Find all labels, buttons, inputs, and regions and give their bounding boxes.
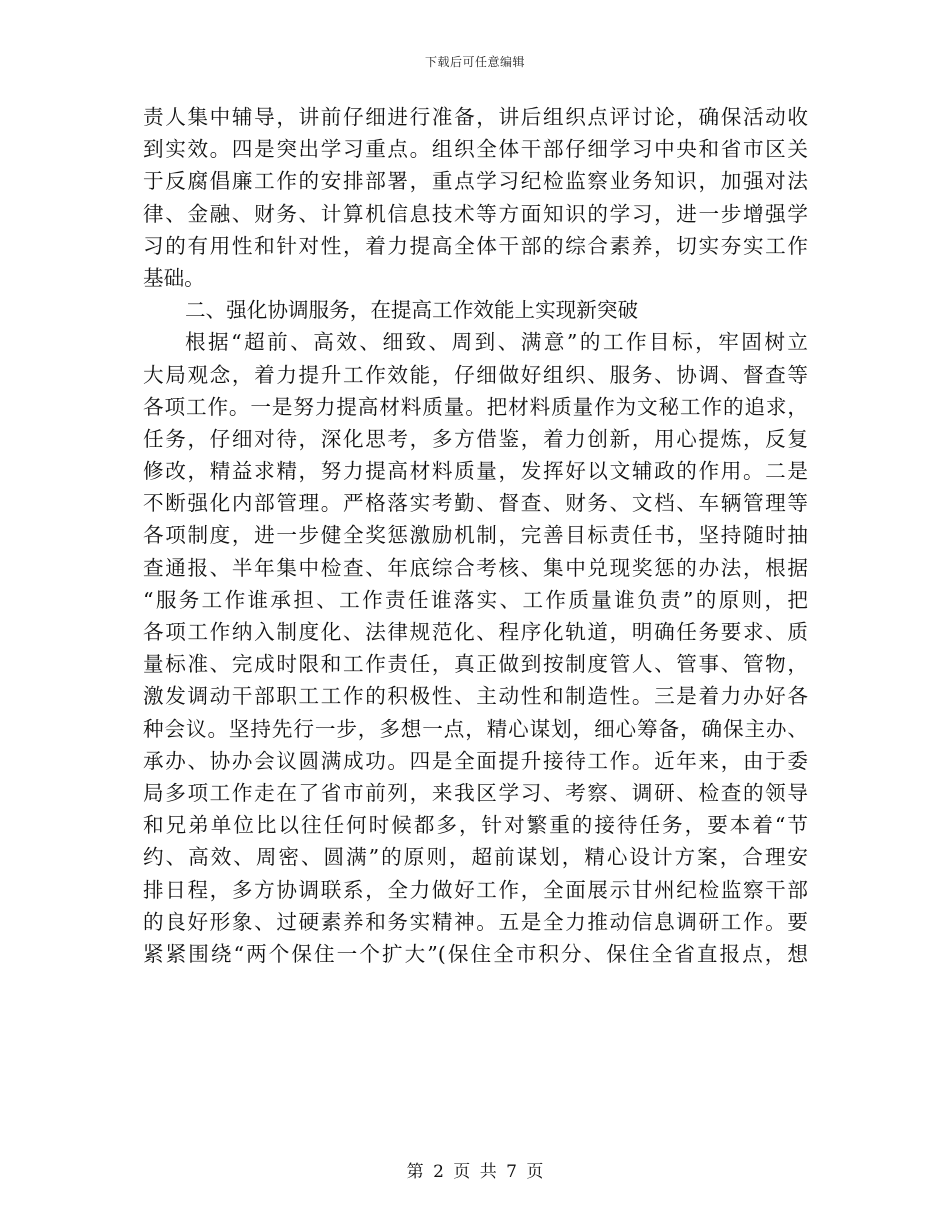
text-line: 到实效。四是突出学习重点。组织全体干部仔细学习中央和省市区关 [143,137,808,162]
text-line: 习的有用性和针对性，着力提高全体干部的综合素养，切实夯实工作 [143,233,808,258]
text-line: 不断强化内部管理。严格落实考勤、督查、财务、文档、车辆管理等 [143,491,808,516]
text-line: 激发调动干部职工工作的积极性、主动性和制造性。三是着力办好各 [143,684,808,709]
text-line: 约、高效、周密、圆满”的原则，超前谋划，精心设计方案，合理安 [143,845,808,870]
text-line: 修改，精益求精，努力提高材料质量，发挥好以文辅政的作用。二是 [143,459,808,484]
text-line: 的良好形象、过硬素养和务实精神。五是全力推动信息调研工作。要 [143,909,808,934]
text-line: 大局观念，着力提升工作效能，仔细做好组织、服务、协调、督查等 [143,362,808,387]
text-line: 局多项工作走在了省市前列，来我区学习、考察、调研、检查的领导 [143,780,808,805]
text-line: 责人集中辅导，讲前仔细进行准备，讲后组织点评讨论，确保活动收 [143,105,808,129]
text-line: 于反腐倡廉工作的安排部署，重点学习纪检监察业务知识，加强对法 [143,169,808,194]
text-line: 基础。 [143,265,205,290]
text-line: 紧紧围绕“两个保住一个扩大”(保住全市积分、保住全省直报点，想 [143,941,808,966]
page-header: 下载后可任意编辑 [424,55,525,69]
text-line: 和兄弟单位比以往任何时候都多，针对繁重的接待任务，要本着“节 [143,813,808,838]
text-line: 量标准、完成时限和工作责任，真正做到按制度管人、管事、管物， [143,652,808,677]
text-line: “服务工作谁承担、工作责任谁落实、工作质量谁负责”的原则，把 [143,587,808,612]
text-line: 律、金融、财务、计算机信息技术等方面知识的学习，进一步增强学 [143,201,808,226]
text-line: 种会议。坚持先行一步，多想一点，精心谋划，细心筹备，确保主办、 [143,716,808,741]
document-body [143,101,808,970]
text-line: 各项制度，进一步健全奖惩激励机制，完善目标责任书，坚持随时抽 [143,523,808,548]
text-line: 排日程，多方协调联系，全力做好工作，全面展示甘州纪检监察干部 [143,877,808,902]
text-line: 各项工作。一是努力提高材料质量。把材料质量作为文秘工作的追求， [143,394,808,419]
text-line: 查通报、半年集中检查、年底综合考核、集中兑现奖惩的办法，根据 [143,555,808,580]
text-line: 二、强化协调服务，在提高工作效能上实现新突破 [185,298,639,323]
text-line: 各项工作纳入制度化、法律规范化、程序化轨道，明确任务要求、质 [143,620,808,644]
page-footer: 第 2 页 共 7 页 [406,1162,544,1182]
text-line: 根据“超前、高效、细致、周到、满意”的工作目标，牢固树立 [185,330,808,355]
text-line: 承办、协办会议圆满成功。四是全面提升接待工作。近年来，由于委 [143,748,808,773]
text-line: 任务，仔细对待，深化思考，多方借鉴，着力创新，用心提炼，反复 [143,426,808,451]
